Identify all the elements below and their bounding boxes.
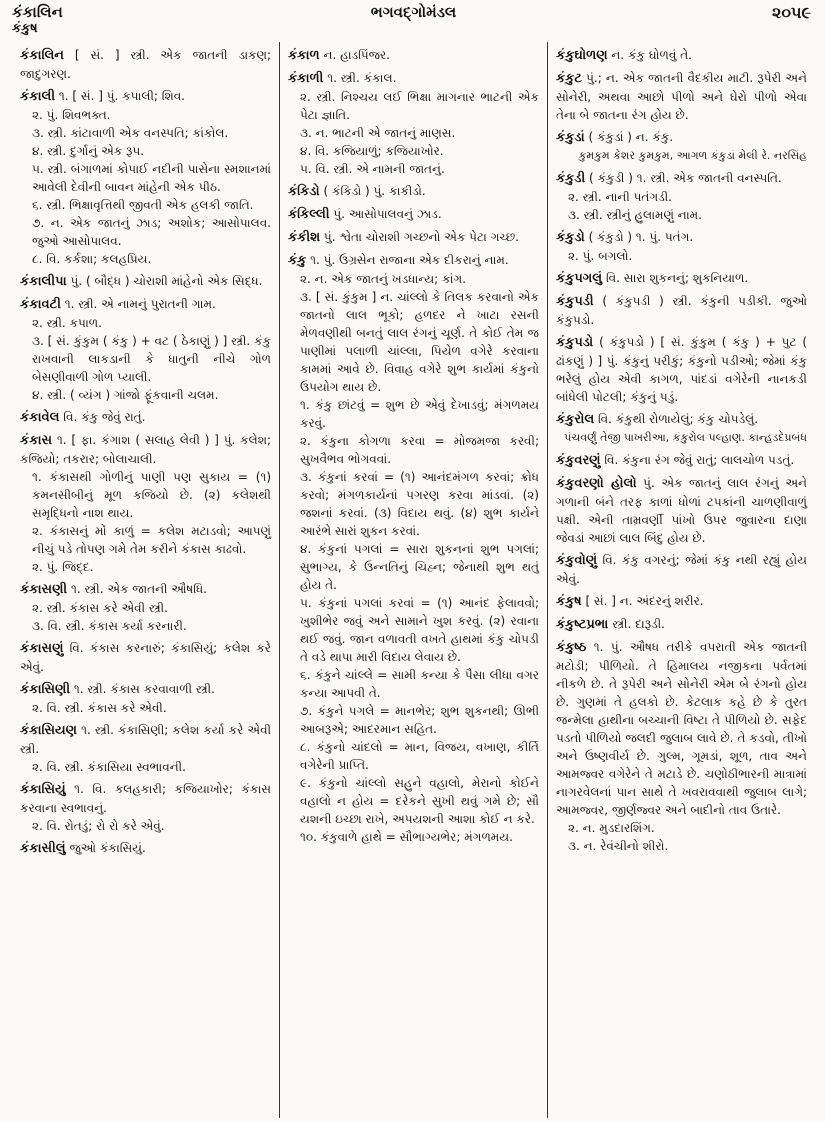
definition-text: ૨. કંકાસનું મોં કાળું = કલેશ મટાડવો; આપણું નીચું પડે તોપણ ગમે તેમ કરીને કંકાસ કાઢવો.	[32, 524, 271, 556]
definition-text: ૭. કંકુને પગલે = માનભેર; શુભ શુકનથી; ઊભી આબરૂએ; આદરમાન સહિત.	[300, 704, 539, 736]
definition-text: ૫. વિ. સ્ત્રી. એ નામની જાતનું.	[300, 162, 445, 176]
sub-sense	[556, 837, 807, 855]
definition-text: કુમકુમ કેશર કુમકુમ, આગળ કંકુડાં મેલી રે. નરસિંહ	[578, 149, 807, 162]
dictionary-entry	[20, 295, 271, 314]
definition-text: પું. ( બૌદ્ધ ) ચોરાશી માંહેનો એક સિદ્ધ.	[66, 274, 263, 288]
headword: કંકુડી	[556, 171, 586, 186]
definition-text: ૧. પું. ઔષધ તરીકે વપરાતી એક જાતની મટોડી; પીળિયો. તે હિમાલય નજીકના પર્વતમાં નીકળે છે. તે રૂપેરી અને સોનેરી એમ બે રંગનો હોય છે. ગુણમાં તે હલકો છે. કેટલાક કહે છે કે તુરત જન્મેલા હાથીના બચ્ચાની વિષ્ટા તે પીળિયો છે. સફેદ પડતો પીળિયો જલદી જુલાબ લાવે છે. તે કડવો, તીખો અને ઉષ્ણવીર્ય છે. ગુલ્મ, ગૂમડાં, શૂળ, તાવ અને આમજ્વર વગેરેને તે મટાડે છે. ચણોઠીભારની માત્રામાં નાગરવેલનાં પાન સાથે તે ખવરાવવાથી જુલાબ લાગે; આમજ્વર, જીર્ણજ્વર અને બાદીનો તાવ ઉતારે.	[556, 640, 807, 817]
dictionary-entry	[556, 474, 807, 547]
dictionary-entry	[556, 410, 807, 429]
definition-text: [ સં. ] ન. અંદરનું શરીર.	[581, 594, 704, 608]
definition-text: વિ. કંકાસ કરનારું; કંકાસિયું; કલેશ કરે એવું.	[20, 641, 271, 674]
dictionary-entry	[20, 87, 271, 106]
sub-sense	[20, 468, 271, 522]
dictionary-entry	[288, 182, 539, 201]
definition-text: ૨. વિ. સ્ત્રી. કંકાસિયા સ્વભાવની.	[32, 760, 186, 774]
dictionary-entry	[556, 228, 807, 247]
definition-text: ૮. કંકુનો ચાંદલો = માન, વિજય, વખાણ, કીર્તિ વગેરેની પ્રાપ્તિ.	[300, 740, 539, 772]
headword: કંકાસ	[20, 433, 53, 448]
definition-text: વિ. કંકુથી રોળાયેલું; કંકુ ચોપડેલું.	[594, 412, 759, 426]
definition-text: ૨. ન. એક જાતનું ખડધાન્ય; કાંગ.	[300, 272, 467, 286]
dictionary-entry	[20, 639, 271, 676]
sub-sense	[20, 386, 271, 404]
headword: કંકુપડી	[556, 294, 594, 309]
sub-sense	[20, 699, 271, 717]
sub-sense	[288, 774, 539, 828]
definition-text: ૩. [ સં. કુંકુમ ] ન. ચાંલ્લો કે તિલક કરવાનો એક જાતનો લાલ ભૂકો; હળદર ને ખાટા રસની મેળવણીથી બનતું લાલ રંગનું ચૂર્ણ. તે કોઈ તેમ જ પાણીમાં પલાળી ચાંલ્લા, પિયેળ વગેરે કરવાના કામમાં આવે છે. વિવાહ વગેરે શુભ કાર્યમાં કંકુનો ઉપયોગ થાય છે.	[300, 290, 539, 394]
definition-text: વિ. કંકુ જેવું રાતું.	[59, 410, 146, 424]
definition-text: ૬. કંકુને ચાંલ્લે = સામી કન્યા કે પૈસા લીધા વગર કન્યા આપવી તે.	[300, 668, 539, 700]
definition-text: પંચવર્ણું તેજી પાખરીઆ, કંકુરોલ પલ્હાણ. કાન્હડદેપ્રબંધ	[564, 431, 807, 444]
dictionary-entry	[288, 46, 539, 65]
definition-text: ૮. વિ. કર્કશા; કલહપ્રિય.	[32, 252, 152, 266]
definition-text: ૧. સ્ત્રી. એક જાતની ઔષધિ.	[67, 582, 207, 596]
definition-text: ૨. સ્ત્રી. નાની પતંગડી.	[568, 190, 672, 204]
sub-sense	[288, 160, 539, 178]
sub-sense	[288, 142, 539, 160]
definition-text: પું. આસોપાલવનું ઝાડ.	[329, 207, 442, 221]
headword: કંકાસણી	[20, 582, 68, 597]
definition-text: ૨. કંકુના કોગળા કરવા = મોજમજા કરવી; સુખવૈભવ ભોગવવાં.	[300, 434, 539, 466]
headword: કંકુડાં	[556, 130, 585, 145]
dictionary-entry	[288, 251, 539, 270]
dictionary-entry	[556, 128, 807, 147]
dictionary-entry	[556, 269, 807, 288]
definition-text: પું.; ન. એક જાતની વૈદકીય માટી. રૂપેરી અને સોનેરી, અથવા આછો પીળો અને ઘેરો પીળો એવા તેના બે જાતના રંગ હોય છે.	[556, 71, 807, 122]
definition-text: ૩. ન. રેવંચીનો શીરો.	[568, 839, 669, 853]
sub-sense	[288, 828, 539, 846]
definition-text: ૨. સ્ત્રી. કપાળ.	[32, 316, 102, 330]
headword: કંકાસણું	[20, 641, 64, 656]
sub-sense	[20, 142, 271, 160]
headword: કંકુરોલ	[556, 412, 595, 427]
definition-text: ૨. ન. મુડદારશિંગ.	[568, 821, 655, 835]
headword: કંકુપગલું	[556, 271, 603, 286]
sub-sense	[20, 617, 271, 635]
sub-sense	[20, 817, 271, 835]
page-header	[12, 0, 815, 40]
dictionary-entry	[20, 431, 271, 468]
definition-text: ૨. પું. શિવભક્ત.	[32, 108, 111, 122]
headword: કંકિલ્લી	[288, 207, 330, 222]
dictionary-entry	[20, 46, 271, 83]
definition-text: ૧. સ્ત્રી. કંકાલ.	[323, 71, 397, 85]
definition-text: ૪. સ્ત્રી. દુર્ગાનું એક રૂપ.	[32, 144, 145, 158]
dictionary-entry	[20, 839, 271, 858]
definition-text: વિ. સારા શુકનનું; શુકનિયાળ.	[602, 271, 749, 285]
sub-sense	[288, 88, 539, 124]
sub-sense	[556, 188, 807, 206]
definition-text: ૧. સ્ત્રી. કંકાસિણી; કલેશ કર્યા કરે એવી સ્ત્રી.	[20, 723, 271, 756]
column-right	[548, 42, 815, 1118]
dictionary-entry	[556, 46, 807, 65]
column-left	[12, 42, 279, 1118]
dictionary-entry	[556, 551, 807, 588]
headword: કંકાસિયણ	[20, 723, 77, 738]
definition-text: ન. હાડપિંજર.	[319, 48, 391, 62]
definition-text: પું. એક જાતનું લાલ રંગનું અને ગળાની બંને તરફ કાળાં ધોળાં ટપકાંની ચાળણીવાળું પક્ષી. એની તામ્રવર્ણી પાંખો ઉપર જુવારના દાણા જેવડાં આછાં લાલ બિંદુ હોય છે.	[556, 476, 807, 545]
sub-sense	[20, 332, 271, 386]
definition-text: ૧. [ ફા. કંગાશ ( સલાહ લેવી ) ] પું. કલેશ; કજિયો; તકરાર; બોલાચાલી.	[20, 433, 271, 466]
dictionary-entry	[556, 615, 807, 634]
definition-text: ૭. ન. એક જાતનું ઝાડ; અશોક; આસોપાલવ. જુઓ આસોપાલવ.	[32, 216, 271, 248]
definition-text: વિ. કંકુ વગરનું; જેમાં કંકુ નથી રહ્યું હોય એવું.	[556, 553, 807, 586]
sub-sense	[288, 124, 539, 142]
definition-text: ૨. વિ. સ્ત્રી. કંકાસ કરે એવી.	[32, 701, 167, 715]
definition-text: ૧. [ સં. ] પું. કપાલી; શિવ.	[55, 89, 185, 103]
sub-sense	[288, 396, 539, 432]
column-middle	[279, 42, 548, 1118]
definition-text: ૨. પું. જિદ્દ.	[32, 560, 94, 574]
dictionary-entry	[556, 592, 807, 611]
definition-text: ( કંકુપડી ) સ્ત્રી. કંકુની પડીકી. જુઓ કંકુપડો.	[556, 294, 807, 327]
headword: કંકુપડો	[556, 335, 594, 350]
sub-sense	[20, 214, 271, 250]
dictionary-entry	[556, 69, 807, 124]
sub-sense	[20, 196, 271, 214]
definition-text: ૬. સ્ત્રી. ભિક્ષાવૃત્તિથી જીવતી એક હલકી જાતિ.	[32, 198, 254, 212]
sub-sense	[556, 247, 807, 265]
dictionary-entry	[288, 69, 539, 88]
sub-sense	[288, 702, 539, 738]
definition-text: ( કંકુપડો ) [ સં. કુંકુમ ( કંકુ ) + પુટ ( ઢાંકણું ) ] પું. કંકુનું પરીકું; કંકુનો પડીઓ; જેમાં કંકુ ભરેલું હોય એવી કાગળ, પાંદડાં વગેરેની નાનકડી બાંધેલી પોટલી; કંકુનું પડું.	[556, 335, 807, 404]
headword: કંકાસિયું	[20, 782, 66, 797]
dictionary-entry	[20, 272, 271, 291]
sub-sense	[288, 738, 539, 774]
definition-text: ૨. વિ. રોતડું; રો રો કરે એવું.	[32, 819, 165, 833]
headword: કંકુટ	[556, 71, 582, 86]
sub-sense	[20, 558, 271, 576]
headword: કંકુષ્ટપ્રભા	[556, 617, 609, 632]
dictionary-entry	[20, 408, 271, 427]
dictionary-entry	[288, 205, 539, 224]
definition-text: ૪. વિ. કજિયાળું; કજિયાખોર.	[300, 144, 444, 158]
definition-text: ૫. કંકુનાં પગલાં કરવાં = (૧) આનંદ ફેલાવવો; ખુશીભેર જવું અને સામાને ખુશ કરવું. (૨) રવાના થઈ જવું. જાન વળાવતી વખતે હાથમાં કંકુ ચોપડી તે વડે થાપા મારી વિદાય લેવાય છે.	[300, 596, 539, 664]
definition-text: ( કંકુડો ) ૧. પું. પતંગ.	[584, 230, 694, 244]
definition-text: ૨. પું. બગલો.	[568, 249, 633, 263]
definition-text: ૧. પું. ઉગ્રસેન રાજાના એક દીકરાનું નામ.	[306, 253, 509, 267]
definition-text: ( કંકિડો ) પું. કાકીડો.	[319, 184, 426, 198]
sub-sense	[288, 594, 539, 666]
definition-text: ૩. વિ. સ્ત્રી. કંકાસ કર્યા કરનારી.	[32, 619, 187, 633]
sub-sense	[20, 314, 271, 332]
headword: કંકાળી	[288, 71, 324, 86]
headword: કંકાલીપા	[20, 274, 67, 289]
sub-sense	[288, 432, 539, 468]
sub-sense	[556, 819, 807, 837]
dictionary-entry	[288, 228, 539, 247]
sub-sense	[288, 468, 539, 540]
definition-text: ૫. સ્ત્રી. બંગાળમાં કોપાઈ નદીની પાસેના સ્મશાનમાં આવેલી દેવીની બાવન માંહેની એક પીઠ.	[32, 162, 271, 194]
dictionary-entry	[556, 333, 807, 406]
sub-sense	[20, 124, 271, 142]
definition-text: ૩. ન. ભાટની એ જાતનું માણસ.	[300, 126, 456, 140]
guide-word-first: કંકાલિન	[12, 3, 63, 21]
definition-text: ૨. સ્ત્રી. નિશ્ચય લઈ ભિક્ષા માગનાર ભાટની એક પેટા જ્ઞાતિ.	[300, 90, 539, 122]
guide-word-last: કંકુષ	[12, 21, 38, 36]
definition-text: ૨. સ્ત્રી. કંકાસ કરે એવી સ્ત્રી.	[32, 601, 168, 615]
definition-text: ૧. સ્ત્રી. એ નામનું પુરાતની ગામ.	[60, 297, 216, 311]
definition-text: સ્ત્રી. દારૂડી.	[608, 617, 665, 631]
definition-text: પું. શ્વેતા ચોરાશી ગચ્છનો એક પેટા ગચ્છ.	[320, 230, 519, 244]
headword: કંકાળ	[288, 48, 320, 63]
sub-sense	[556, 206, 807, 224]
definition-text: [ સં. ] સ્ત્રી. એક જાતની ડાકણ; જાદુગરણ.	[20, 48, 271, 81]
dictionary-entry	[556, 292, 807, 329]
sub-sense	[288, 666, 539, 702]
headword: કંકાલિન	[20, 48, 64, 63]
definition-text: ન. કંકુ ઘોળવું તે.	[607, 48, 692, 62]
headword: કંકાવટી	[20, 297, 61, 312]
definition-text: ૧. કંકુ છાંટવું = શુભ છે એવું દેખાડવું; મંગળમય કરવું.	[300, 398, 539, 430]
dictionary-entry	[556, 169, 807, 188]
dictionary-entry	[20, 780, 271, 817]
definition-text: ( કંકુડાં ) ન. કંકુ.	[584, 130, 674, 144]
sub-sense	[20, 106, 271, 124]
headword: કંકુડો	[556, 230, 585, 245]
sub-sense	[20, 250, 271, 268]
definition-text: વિ. કંકુના રંગ જેવું રાતું; લાલચોળ પડતું.	[600, 453, 795, 467]
sub-sense	[20, 522, 271, 558]
sub-sense	[288, 270, 539, 288]
citation	[556, 429, 807, 447]
headword: કંકુષ	[556, 594, 582, 609]
sub-sense	[288, 540, 539, 594]
headword: કંકાલી	[20, 89, 56, 104]
headword: કંકુષ્ઠ	[556, 640, 587, 655]
definition-text: ૧. વિ. કલહકારી; કજિયાખોર; કંકાસ કરવાના સ્વભાવનું.	[20, 782, 271, 815]
headword: કંકાવેલ	[20, 410, 60, 425]
headword: કંકુવરણું	[556, 453, 601, 468]
running-title: ભગવદ્ગોમંડલ	[370, 3, 457, 21]
headword: કંકુઘોળણ	[556, 48, 608, 63]
definition-text: ૩. સ્ત્રી. કાંટાવાળી એક વનસ્પતિ; કાંકોલ.	[32, 126, 229, 140]
headword: કંકીશ	[288, 230, 321, 245]
definition-text: જુઓ કંકાસિયું.	[65, 841, 146, 855]
definition-text: ૩. [ સં. કુંકુમ ( કંકુ ) + વટ ( ઠેકાણું ) ] સ્ત્રી. કંકુ રાખવાની લાકડાની કે ધાતુની નીચે ગોળ બેસણીવાળી ગોળ પ્યાલી.	[32, 334, 271, 384]
definition-text: ( કંકુડી ) ૧. સ્ત્રી. એક જાતની વનસ્પતિ.	[585, 171, 782, 185]
headword: કંકુ	[288, 253, 307, 268]
sub-sense	[288, 288, 539, 396]
citation	[556, 147, 807, 165]
columns	[12, 42, 815, 1118]
definition-text: ૯. કંકુનો ચાંલ્લો સહુને વહાલો, મેરાનો કોઈને વહાલો ન હોય = દરેકને સુખી થવું ગમે છે; સૌ યશની ઇચ્છા રાખે, અપયશની આશા કોઈ ન કરે.	[300, 776, 539, 826]
dictionary-entry	[20, 721, 271, 758]
headword: કંકુવોણું	[556, 553, 598, 568]
definition-text: ૩. કંકુનાં કરવાં = (૧) આનંદમંગળ કરવાં; ક્રોધ કરવો; મંગળકાર્યનાં પગરણ કરવા માંડવાં. (૨) જશનાં કરવાં. (૩) વિદાય થવું. (૪) શુભ કાર્યને આરંભે સારાં શુકન કરવાં.	[300, 470, 539, 538]
dictionary-entry	[556, 451, 807, 470]
dictionary-entry	[556, 638, 807, 819]
headword: કંકાસીલું	[20, 841, 66, 856]
headword: કંકાસિણી	[20, 682, 71, 697]
dictionary-entry	[20, 680, 271, 699]
definition-text: ૧. સ્ત્રી. કંકાસ કરવાવાળી સ્ત્રી.	[70, 682, 215, 696]
definition-text: ૪. કંકુનાં પગલાં = સારા શુકનનાં શુભ પગલાં; સુભાગ્ય, કે ઉન્નતિનું ચિહ્ન; જેનાથી શુભ થતું હોય તે.	[300, 542, 539, 592]
dictionary-entry	[20, 580, 271, 599]
definition-text: ૪. સ્ત્રી. ( વ્યંગ ) ગાંજો ફૂંકવાની ચલમ.	[32, 388, 219, 402]
definition-text: ૧. કંકાસથી ગોળીનું પાણી પણ સુકાય = (૧) કમનસીબીનું મૂળ કજિયો છે. (૨) કલેશથી સમૃદ્ધિનો નાશ થાય.	[32, 470, 271, 520]
definition-text: ૧૦. કંકુવાળે હાથે = સૌભાગ્યભેર; મંગળમય.	[300, 830, 513, 844]
definition-text: ૩. સ્ત્રી. સ્ત્રીનું હુલામણું નામ.	[568, 208, 702, 222]
headword: કંકુવરણો હોલો	[556, 476, 637, 491]
page-number: ૨૦૫૯	[771, 3, 811, 22]
sub-sense	[20, 599, 271, 617]
sub-sense	[20, 758, 271, 776]
sub-sense	[20, 160, 271, 196]
headword: કંકિડો	[288, 184, 320, 199]
